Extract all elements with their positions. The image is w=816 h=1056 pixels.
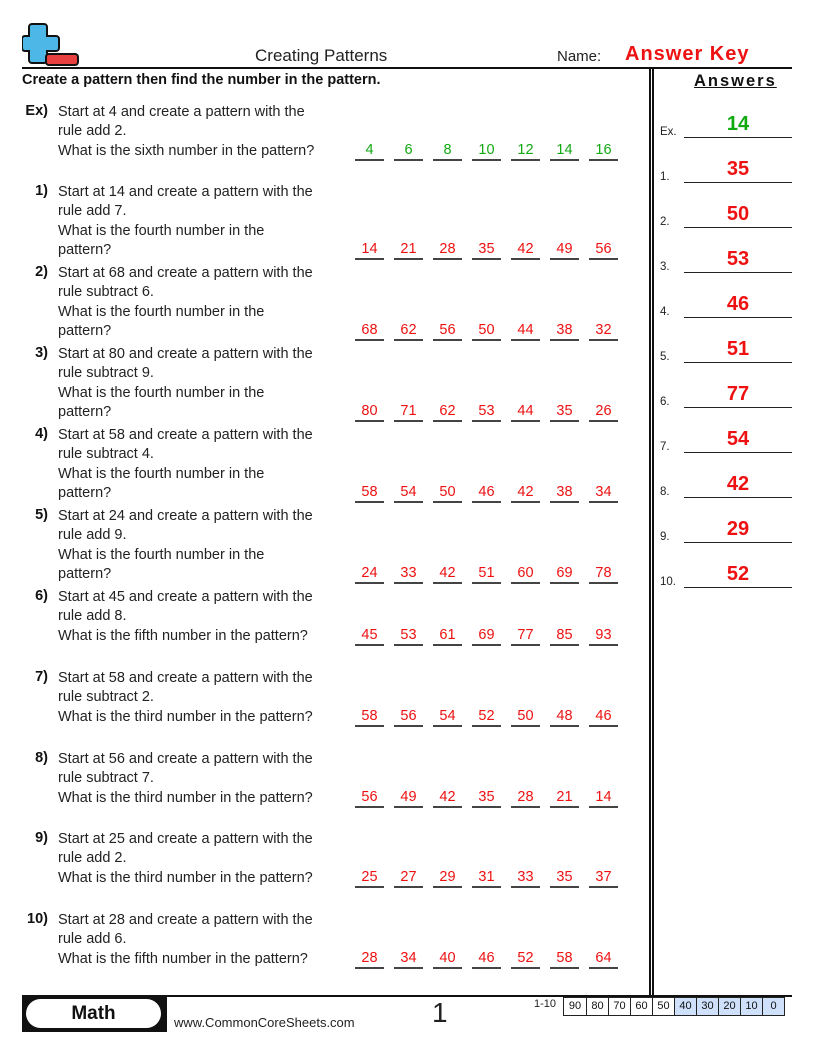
pattern-blank[interactable]: 46 [589, 708, 618, 727]
pattern-blank[interactable]: 31 [472, 869, 501, 888]
answer-field[interactable]: 50 [684, 202, 792, 228]
pattern-blank[interactable]: 35 [472, 789, 501, 808]
pattern-blanks [355, 484, 618, 503]
problem-text-line: What is the fourth number in the [58, 546, 265, 563]
pattern-blank[interactable]: 46 [472, 950, 501, 969]
problem-text [58, 588, 348, 646]
answer-field[interactable]: 14 [684, 112, 792, 138]
pattern-blank[interactable]: 56 [589, 241, 618, 260]
pattern-blanks [355, 708, 618, 727]
answer-row [660, 384, 792, 408]
pattern-blank[interactable]: 85 [550, 627, 579, 646]
pattern-blank[interactable]: 4 [355, 142, 384, 161]
pattern-blank[interactable]: 49 [394, 789, 423, 808]
problem-text [58, 426, 348, 503]
website-link[interactable]: www.CommonCoreSheets.com [174, 1015, 355, 1030]
pattern-blank[interactable]: 51 [472, 565, 501, 584]
answer-label: 9. [660, 531, 670, 543]
pattern-blanks [355, 789, 618, 808]
pattern-blank[interactable]: 68 [355, 322, 384, 341]
pattern-blank[interactable]: 42 [433, 789, 462, 808]
pattern-blank[interactable]: 50 [472, 322, 501, 341]
pattern-blank[interactable]: 38 [550, 322, 579, 341]
problem-text-line: rule add 2. [58, 123, 127, 140]
answer-label: 10. [660, 576, 676, 588]
pattern-blank[interactable]: 12 [511, 142, 540, 161]
answer-field[interactable]: 29 [684, 517, 792, 543]
problem-text [58, 183, 348, 260]
problem-text-line: rule add 9. [58, 527, 127, 544]
pattern-blank[interactable]: 33 [394, 565, 423, 584]
pattern-blank[interactable]: 8 [433, 142, 462, 161]
score-cell: 40 [674, 998, 696, 1015]
pattern-blank[interactable]: 54 [433, 708, 462, 727]
problem-text-line: rule subtract 4. [58, 446, 154, 463]
problem-number: 1) [35, 183, 48, 199]
pattern-blank[interactable]: 53 [394, 627, 423, 646]
pattern-blank[interactable]: 50 [511, 708, 540, 727]
score-table [563, 997, 785, 1016]
answer-field[interactable]: 77 [684, 382, 792, 408]
answer-field[interactable]: 53 [684, 247, 792, 273]
answer-label: 3. [660, 261, 670, 273]
pattern-blank[interactable]: 40 [433, 950, 462, 969]
pattern-blank[interactable]: 35 [550, 869, 579, 888]
answer-field[interactable]: 54 [684, 427, 792, 453]
page-number: 1 [432, 997, 448, 1028]
problem-text-line: pattern? [58, 403, 112, 420]
worksheet-title: Creating Patterns [255, 46, 388, 65]
pattern-blank[interactable]: 27 [394, 869, 423, 888]
answer-row [660, 564, 792, 588]
pattern-blanks [355, 241, 618, 260]
pattern-blank[interactable]: 56 [355, 789, 384, 808]
problem-text [58, 345, 348, 422]
pattern-blank[interactable]: 42 [511, 484, 540, 503]
pattern-blank[interactable]: 24 [355, 565, 384, 584]
pattern-blank[interactable]: 16 [589, 142, 618, 161]
answer-label: 4. [660, 306, 670, 318]
pattern-blank[interactable]: 34 [589, 484, 618, 503]
problem-text [58, 750, 348, 808]
answer-row [660, 204, 792, 228]
problem-number: 3) [35, 345, 48, 361]
problem-text-line: What is the fourth number in the [58, 384, 265, 401]
answer-label: 5. [660, 351, 670, 363]
pattern-blank[interactable]: 21 [394, 241, 423, 260]
problem-text-line: rule subtract 7. [58, 770, 154, 787]
pattern-blank[interactable]: 78 [589, 565, 618, 584]
score-cell: 20 [718, 998, 740, 1015]
problem-text-line: What is the sixth number in the pattern? [58, 142, 315, 159]
score-cell: 90 [568, 1000, 582, 1012]
pattern-blank[interactable]: 28 [511, 789, 540, 808]
pattern-blank[interactable]: 61 [433, 627, 462, 646]
answer-row [660, 474, 792, 498]
problem-text-line: What is the fifth number in the pattern? [58, 950, 308, 967]
problem-text-line: Start at 14 and create a pattern with the [58, 184, 313, 200]
problem-text-line: Start at 58 and create a pattern with the [58, 670, 313, 686]
pattern-blank[interactable]: 56 [433, 322, 462, 341]
problem-number: 6) [35, 588, 48, 604]
problem-text-line: pattern? [58, 484, 112, 501]
pattern-blank[interactable]: 42 [433, 565, 462, 584]
problem-text-line: What is the fifth number in the pattern? [58, 627, 308, 644]
pattern-blank[interactable]: 60 [511, 565, 540, 584]
problem-text-line: rule add 2. [58, 850, 127, 867]
pattern-blanks [355, 627, 618, 646]
answers-column-divider [649, 68, 654, 996]
answer-label: 7. [660, 441, 670, 453]
answers-title: Answers [694, 72, 777, 90]
subject-badge [22, 996, 167, 1032]
pattern-blank[interactable]: 14 [550, 142, 579, 161]
pattern-blank[interactable]: 56 [394, 708, 423, 727]
pattern-blank[interactable]: 44 [511, 403, 540, 422]
pattern-blank[interactable]: 37 [589, 869, 618, 888]
pattern-blank[interactable]: 80 [355, 403, 384, 422]
answer-row [660, 114, 792, 138]
answer-field[interactable]: 35 [684, 157, 792, 183]
problem-number: 4) [35, 426, 48, 442]
problem-text-line: Start at 80 and create a pattern with the [58, 346, 313, 362]
problem-number: 5) [35, 507, 48, 523]
pattern-blanks [355, 869, 618, 888]
answer-row [660, 159, 792, 183]
answer-label: 6. [660, 396, 670, 408]
problem-text-line: rule add 6. [58, 931, 127, 948]
problem-text-line: pattern? [58, 322, 112, 339]
pattern-blank[interactable]: 64 [589, 950, 618, 969]
score-cell: 10 [740, 998, 762, 1015]
name-label: Name: [557, 48, 602, 65]
score-cell: 60 [630, 998, 652, 1015]
answer-row [660, 294, 792, 318]
answer-label: Ex. [660, 126, 677, 138]
score-cell: 70 [608, 998, 630, 1015]
pattern-blank[interactable]: 14 [589, 789, 618, 808]
pattern-blank[interactable]: 35 [472, 241, 501, 260]
pattern-blank[interactable]: 25 [355, 869, 384, 888]
pattern-blank[interactable]: 58 [550, 950, 579, 969]
pattern-blanks [355, 950, 618, 969]
answer-field[interactable]: 52 [684, 562, 792, 588]
answer-field[interactable]: 51 [684, 337, 792, 363]
problem-number: Ex) [25, 103, 48, 119]
pattern-blank[interactable]: 58 [355, 484, 384, 503]
answer-row [660, 519, 792, 543]
pattern-blank[interactable]: 62 [433, 403, 462, 422]
score-cell: 30 [696, 998, 718, 1015]
pattern-blank[interactable]: 34 [394, 950, 423, 969]
problem-text-line: What is the fourth number in the [58, 222, 265, 239]
answer-field[interactable]: 46 [684, 292, 792, 318]
pattern-blank[interactable]: 77 [511, 627, 540, 646]
pattern-blank[interactable]: 53 [472, 403, 501, 422]
answer-row [660, 249, 792, 273]
problem-text-line: pattern? [58, 241, 112, 258]
problem-text-line: rule add 8. [58, 608, 127, 625]
score-label: 1-10 [534, 998, 557, 1010]
problem-text-line: rule add 7. [58, 203, 127, 220]
pattern-blank[interactable]: 50 [433, 484, 462, 503]
answer-label: 8. [660, 486, 670, 498]
problem-text-line: What is the third number in the pattern? [58, 789, 313, 806]
pattern-blank[interactable]: 58 [355, 708, 384, 727]
answer-label: 2. [660, 216, 670, 228]
pattern-blank[interactable]: 14 [355, 241, 384, 260]
problem-number: 9) [35, 830, 48, 846]
pattern-blank[interactable]: 52 [472, 708, 501, 727]
pattern-blank[interactable]: 32 [589, 322, 618, 341]
pattern-blank[interactable]: 33 [511, 869, 540, 888]
answer-row [660, 339, 792, 363]
subject-label: Math [26, 999, 161, 1028]
pattern-blanks [355, 403, 618, 422]
pattern-blank[interactable]: 69 [550, 565, 579, 584]
pattern-blank[interactable]: 28 [433, 241, 462, 260]
problem-text-line: Start at 4 and create a pattern with the [58, 104, 305, 120]
math-logo-icon [22, 22, 80, 66]
pattern-blank[interactable]: 28 [355, 950, 384, 969]
pattern-blank[interactable]: 42 [511, 241, 540, 260]
pattern-blank[interactable]: 69 [472, 627, 501, 646]
problem-text-line: rule subtract 9. [58, 365, 154, 382]
problem-text [58, 264, 348, 341]
problem-text [58, 669, 348, 727]
pattern-blank[interactable]: 45 [355, 627, 384, 646]
pattern-blank[interactable]: 35 [550, 403, 579, 422]
problem-text [58, 507, 348, 584]
answer-row [660, 429, 792, 453]
pattern-blanks [355, 322, 618, 341]
pattern-blank[interactable]: 52 [511, 950, 540, 969]
score-cell: 0 [762, 998, 784, 1015]
problem-text [58, 103, 348, 161]
pattern-blank[interactable]: 71 [394, 403, 423, 422]
problem-number: 2) [35, 264, 48, 280]
pattern-blank[interactable]: 44 [511, 322, 540, 341]
problem-text-line: pattern? [58, 565, 112, 582]
problem-text-line: Start at 25 and create a pattern with the [58, 831, 313, 847]
answer-field[interactable]: 42 [684, 472, 792, 498]
problem-text-line: What is the third number in the pattern? [58, 869, 313, 886]
pattern-blank[interactable]: 38 [550, 484, 579, 503]
score-cell: 80 [586, 998, 608, 1015]
problem-text-line: Start at 45 and create a pattern with the [58, 589, 313, 605]
pattern-blank[interactable]: 46 [472, 484, 501, 503]
pattern-blank[interactable]: 10 [472, 142, 501, 161]
header-divider [22, 67, 792, 69]
pattern-blank[interactable]: 49 [550, 241, 579, 260]
problem-text-line: Start at 56 and create a pattern with the [58, 751, 313, 767]
problem-text-line: rule subtract 2. [58, 689, 154, 706]
problem-number: 8) [35, 750, 48, 766]
problem-text-line: What is the third number in the pattern? [58, 708, 313, 725]
pattern-blank[interactable]: 93 [589, 627, 618, 646]
problem-text-line: What is the fourth number in the [58, 303, 265, 320]
instructions: Create a pattern then find the number in the pattern. [22, 72, 381, 88]
problem-text [58, 911, 348, 969]
problem-number: 10) [27, 911, 48, 927]
problem-text-line: Start at 68 and create a pattern with the [58, 265, 313, 281]
pattern-blank[interactable]: 48 [550, 708, 579, 727]
name-value: Answer Key [625, 43, 750, 65]
problem-text [58, 830, 348, 888]
pattern-blanks [355, 142, 618, 161]
pattern-blank[interactable]: 21 [550, 789, 579, 808]
pattern-blank[interactable]: 6 [394, 142, 423, 161]
problem-text-line: What is the fourth number in the [58, 465, 265, 482]
answer-label: 1. [660, 171, 670, 183]
pattern-blank[interactable]: 29 [433, 869, 462, 888]
problem-text-line: Start at 24 and create a pattern with the [58, 508, 313, 524]
problem-text-line: rule subtract 6. [58, 284, 154, 301]
pattern-blank[interactable]: 62 [394, 322, 423, 341]
problem-number: 7) [35, 669, 48, 685]
pattern-blank[interactable]: 54 [394, 484, 423, 503]
pattern-blank[interactable]: 26 [589, 403, 618, 422]
pattern-blanks [355, 565, 618, 584]
problem-text-line: Start at 58 and create a pattern with the [58, 427, 313, 443]
problem-text-line: Start at 28 and create a pattern with the [58, 912, 313, 928]
score-cell: 50 [652, 998, 674, 1015]
